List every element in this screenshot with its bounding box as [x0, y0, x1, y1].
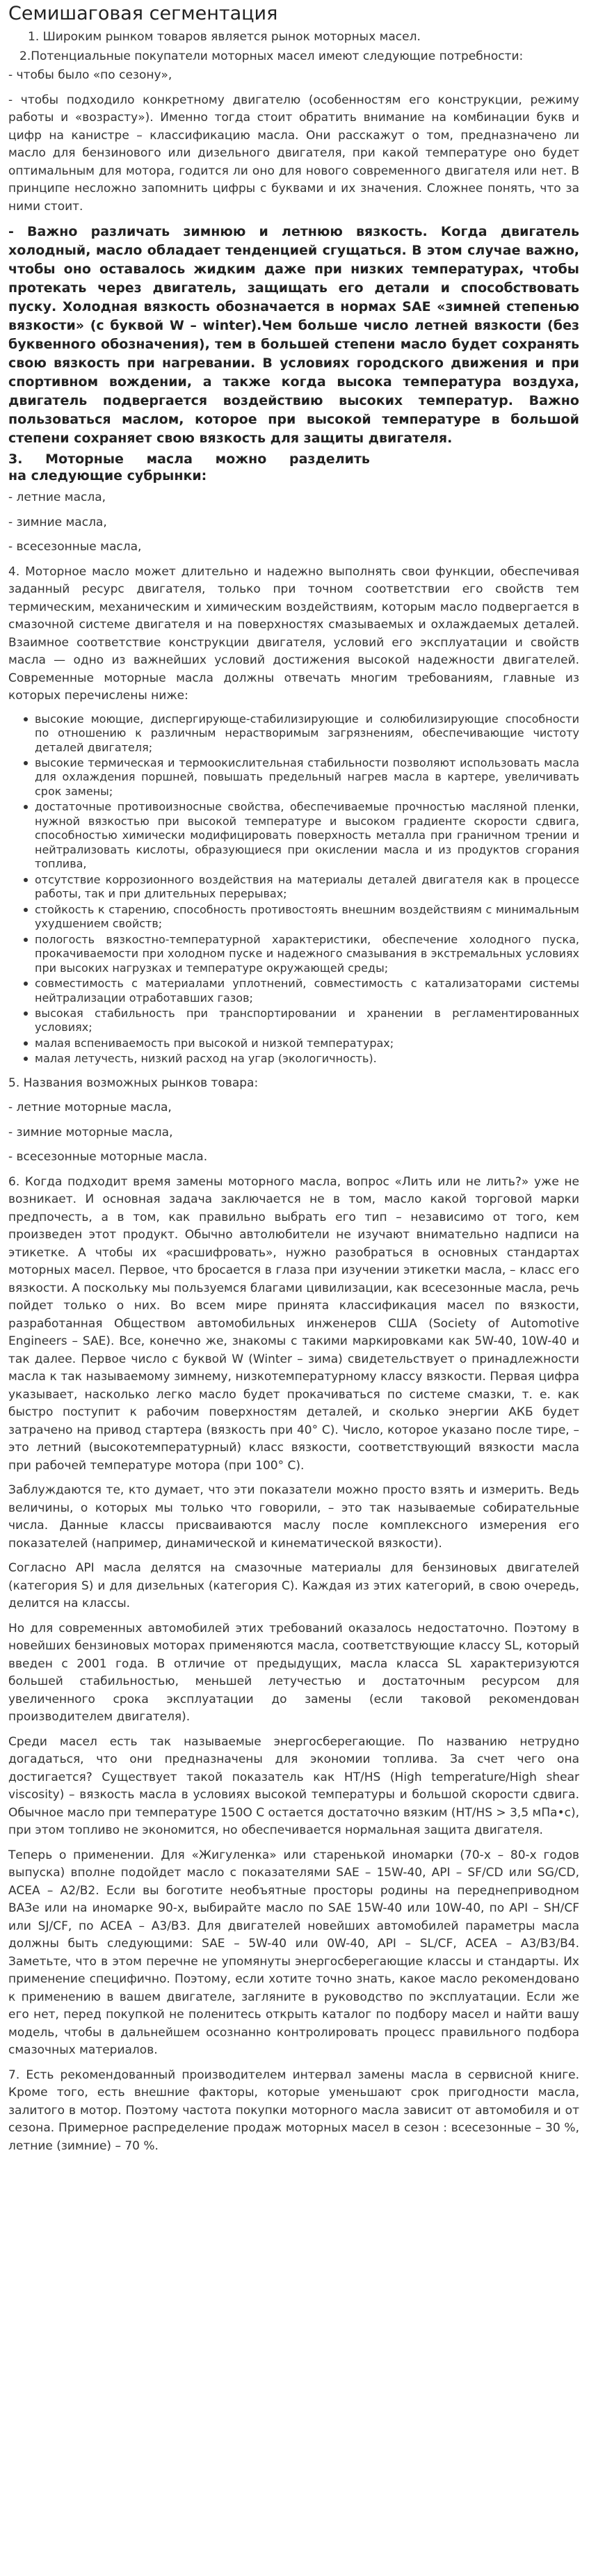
- document-title: Семишаговая сегментация: [8, 3, 278, 24]
- list-item: стойкость к старению, способность противостоять внешним воздействиям с минимальным ухудшением свойств;: [35, 902, 579, 931]
- paragraph-6-heading: [8, 451, 579, 485]
- paragraph-3: - чтобы было «по сезону»,: [8, 68, 172, 83]
- paragraph-21: 7. Есть рекомендованный производителем интервал замены масла в сервисной книге. Кроме того, есть внешние факторы, которые уменьшают срок пригодности масла, залитого в мотор. Поэтому частота покупки моторного масла зависит от автомобиля и от сезона. Примерное распределение продаж моторных масел в сезон : всесезонные – 30 %, летние (зимние) – 70 %.: [8, 2067, 579, 2153]
- paragraph-12: - летние моторные масла,: [8, 1101, 172, 1115]
- paragraph-20: Теперь о применении. Для «Жигуленка» или старенькой иномарки (70-х – 80-х годов выпуска) вполне подойдет масло с показателями SAE – 15W-40, API – SF/CD или SG/CD, ACEA – A2/B2. Если вы боготите необъятные просторы родины на переднеприводном ВАЗе или на иномарке 90-х, выбирайте масло по SAE 15W-40 или 10W-40, по API – SH/CF или SJ/CF, по ACEA – A3/B3. Для двигателей новейших автомобилей параметры масла должны быть следующими: SAE – 5W-40 или 0W-40, API – SL/CF, ACEA – A3/B3/B4. Заметьте, что в этом перечне не упомянуты энергосберегающие классы и стандарты. Их применение специфично. Поэтому, если хотите точно знать, какое масло рекомендовано к применению в вашем двигателе, загляните в руководство по эксплуатации. Если же его нет, перед покупкой не поленитесь открыть каталог по подбору масел и найти вашу модель, чтобы в дальнейшем осознанно контролировать процесс правильного подбора смазочных материалов.: [8, 1848, 579, 2058]
- paragraph-8: - зимние масла,: [8, 515, 107, 529]
- paragraph-2: 2.Потенциальные покупатели моторных масел имеют следующие потребности:: [19, 49, 524, 63]
- paragraph-10: 4. Моторное масло может длительно и надежно выполнять свои функции, обеспечивая заданный ресурс двигателя, только при точном соответствии его свойств тем термическим, механическим и химическим воздействиям, которым масло подвергается в смазочной системе двигателя и на поверхностях смазываемых и охлаждаемых деталей. Взаимное соответствие конструкции двигателя, условий его эксплуатации и свойств масла — одно из важнейших условий достижения высокой надежности двигателей. Современные моторные масла должны отвечать многим требованиям, главные из которых перечислены ниже:: [8, 564, 579, 703]
- list-item: пологость вязкостно-температурной характеристики, обеспечение холодного пуска, прокачиваемости при холодном пуске и надежного смазывания в экстремальных условиях при высоких нагрузках и температуре окружающей среды;: [35, 932, 579, 975]
- heading-num: 3.: [8, 451, 23, 467]
- list-item: совместимость с материалами уплотнений, совместимость с катализаторами системы нейтрализации отработавших газов;: [35, 977, 579, 1005]
- paragraph-11: 5. Названия возможных рынков товара:: [8, 1075, 259, 1090]
- paragraph-9: - всесезонные масла,: [8, 540, 142, 554]
- list-item: высокие моющие, диспергирующе-стабилизирующие и солюбилизирующие способности по отношению к различным нерастворимым загрязнениям, обеспечивающие чистоту деталей двигателя;: [35, 712, 579, 754]
- list-item: отсутствие коррозионного воздействия на материалы деталей двигателя как в процессе работы, так и при длительных перерывах;: [35, 872, 579, 901]
- heading-word-2: масла: [146, 451, 193, 467]
- heading-tail: на следующие субрынки:: [8, 468, 207, 484]
- heading-word-1: Моторные: [45, 451, 124, 467]
- paragraph-1: 1. Широким рынком товаров является рынок моторных масел.: [28, 30, 421, 45]
- heading-row: [8, 451, 370, 468]
- paragraph-7: - летние масла,: [8, 490, 106, 505]
- paragraph-4: - чтобы подходило конкретному двигателю (особенностям его конструкции, режиму работы и «возрасту»). Именно тогда стоит обратить внимание на комбинации букв и цифр на канистре – классификацию масла. Они расскажут о том, предназначено ли масло для бензинового или дизельного двигателя, при какой температуре оно будет оптимальным для мотора, годится ли оно для нового современного двигателя или нет. В принципе несложно запомнить цифры с буквами и их значения. Сложнее понять, что за ними стоит.: [8, 93, 579, 214]
- paragraph-15: 6. Когда подходит время замены моторного масла, вопрос «Лить или не лить?» уже не возникает. И основная задача заключается не в том, масло какой торговой марки предпочесть, а в том, как правильно выбрать его тип – независимо от того, кем произведен этот продукт. Обычно автолюбители не изучают внимательно надписи на этикетке. А чтобы их «расшифровать», нужно разобраться в основных стандартах моторных масел. Первое, что бросается в глаза при изучении этикетки масла, – класс его вязкости. А поскольку мы пользуемся благами цивилизации, как всесезонные масла, речь пойдет только о них. Во всем мире принята классификация масел по вязкости, разработанная Обществом автомобильных инженеров США (Society of Automotive Engineers – SAE). Все, конечно же, знакомы с такими маркировками как 5W-40, 10W-40 и так далее. Первое число с буквой W (Winter – зима) свидетельствует о принадлежности масла к так называемому зимнему, низкотемпературному классу вязкости. Первая цифра указывает, насколько легко масло будет прокачиваться по системе смазки, т. е. как быстро поступит к рабочим поверхностям деталей, и сколько энергии АКБ будет затрачено на привод стартера (вязкость при 40° С). Число, которое указано после тире, – это летний (высокотемпературный) класс вязкости, соответствующий вязкости масла при рабочей температуре мотора (при 100° С).: [8, 1174, 579, 1473]
- paragraph-18: Но для современных автомобилей этих требований оказалось недостаточно. Поэтому в новейших бензиновых моторах применяются масла, соответствующие классу SL, который введен с 2001 года. В отличие от предыдущих, масла класса SL характеризуются большей стабильностью, меньшей летучестью и достаточным ресурсом для увеличенного срока эксплуатации до замены (если таковой рекомендован производителем двигателя).: [8, 1621, 579, 1725]
- paragraph-5-bold: - Важно различать зимнюю и летнюю вязкость. Когда двигатель холодный, масло обладает тенденцией сгущаться. В этом случае важно, чтобы оно оставалось жидким даже при низких температурах, чтобы протекать через двигатель, защищать его детали и способствовать пуску. Холодная вязкость обозначается в нормах SAE «зимней степенью вязкости» (с буквой W – winter).Чем больше число летней вязкости (без буквенного обозначения), тем в большей степени масло будет сохранять свою вязкость при нагревании. В условиях городского движения и при спортивном вождении, а также когда высока температура воздуха, двигатель подвергается воздействию высоких температур. Важно пользоваться маслом, которое при высокой температуре в большой степени сохраняет свою вязкость для защиты двигателя.: [8, 224, 579, 446]
- list-item: малая летучесть, низкий расход на угар (экологичность).: [35, 1052, 579, 1066]
- list-item: достаточные противоизносные свойства, обеспечиваемые прочностью масляной пленки, нужной вязкостью при высокой температуре и высоком градиенте скорости сдвига, способностью химически модифицировать поверхность металла при граничном трении и нейтрализовать кислоты, образующиеся при окислении масла и из продуктов сгорания топлива,: [35, 800, 579, 871]
- requirements-list: [8, 712, 579, 1066]
- paragraph-17: Согласно API масла делятся на смазочные материалы для бензиновых двигателей (категория S) и для дизельных (категория C). Каждая из этих категорий, в свою очередь, делится на классы.: [8, 1561, 579, 1611]
- list-item: высокая стабильность при транспортировании и хранении в регламентированных условиях;: [35, 1006, 579, 1034]
- paragraph-14: - всесезонные моторные масла.: [8, 1150, 208, 1165]
- paragraph-13: - зимние моторные масла,: [8, 1125, 173, 1139]
- heading-word-3: можно: [215, 451, 267, 467]
- heading-word-4: разделить: [289, 451, 370, 467]
- list-item: малая вспениваемость при высокой и низкой температурах;: [35, 1037, 579, 1050]
- list-item: высокие термическая и термоокислительная стабильности позволяют использовать масла для охлаждения поршней, повышать предельный нагрев масла в картере, увеличивать срок замены;: [35, 756, 579, 798]
- paragraph-16: Заблуждаются те, кто думает, что эти показатели можно просто взять и измерить. Ведь величины, о которых мы только что говорили, – это так называемые собирательные числа. Данные классы присваиваются маслу после комплексного измерения его показателей (например, динамической и кинематической вязкости).: [8, 1483, 579, 1551]
- paragraph-19: Среди масел есть так называемые энергосберегающие. По названию нетрудно догадаться, что они предназначены для экономии топлива. За счет чего она достигается? Существует такой показатель как HT/HS (High temperature/High shear viscosity) – вязкость масла в условиях высокой температуры и большой скорости сдвига. Обычное масло при температуре 150О С остается достаточно вязким (HT/HS > 3,5 мПа•с), при этом топливо не экономится, но обеспечивается нормальная защита двигателя.: [8, 1734, 579, 1838]
